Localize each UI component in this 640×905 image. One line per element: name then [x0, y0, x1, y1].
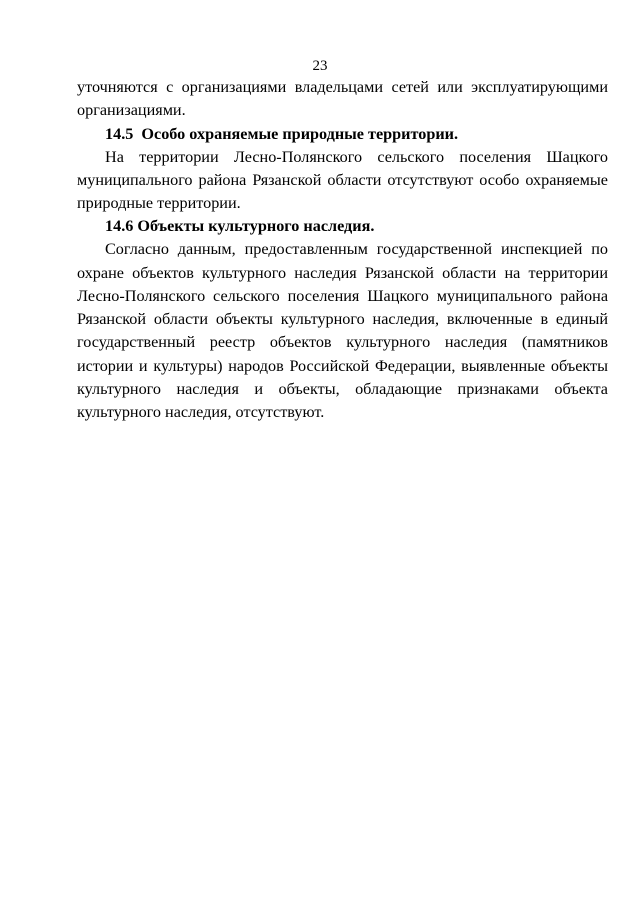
- section-14-5-title: Особо охраняемые природные территории.: [141, 124, 459, 143]
- text-block-lower: [77, 215, 608, 425]
- section-14-6-paragraph: Согласно данным, предоставленным государственной инспекцией по охране объектов культурного наследия Рязанской области на территории Лесно-Полянского сельского поселения Шацкого муниципального района Рязанской области объекты культурного наследия, включенные в единый государственный реестр объектов культурного наследия (памятников истории и культуры) народов Российской Федерации, выявленные объекты культурного наследия и объекты, обладающие признаками объекта культурного наследия, отсутствуют.: [77, 240, 608, 422]
- section-14-5-heading: [77, 123, 608, 146]
- continuation-paragraph: уточняются с организациями владельцами сетей или эксплуатирующими организациями.: [77, 78, 608, 120]
- section-14-5-paragraph: На территории Лесно-Полянского сельского поселения Шацкого муниципального района Рязанской области отсутствуют особо охраняемые природные территории.: [77, 147, 608, 213]
- section-14-5-number: 14.5: [105, 124, 134, 143]
- text-block-upper: [77, 76, 608, 216]
- section-14-6-heading: 14.6 Объекты культурного наследия.: [105, 217, 375, 235]
- page-number: 23: [312, 58, 328, 74]
